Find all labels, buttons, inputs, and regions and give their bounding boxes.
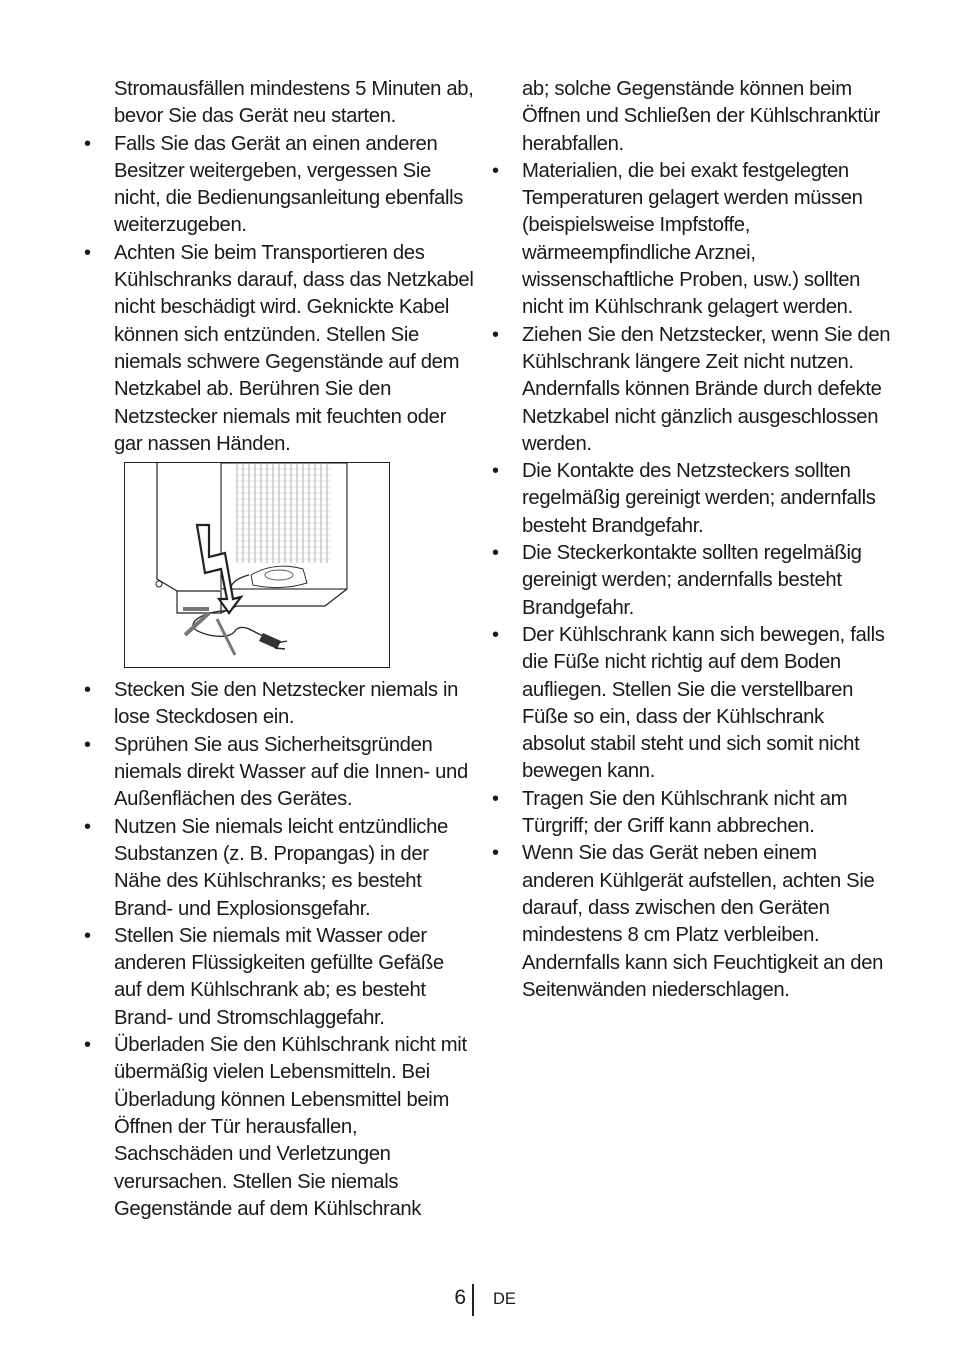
language-code: DE [493,1290,516,1308]
page-footer [0,1284,954,1318]
list-item: • Stecken Sie den Netzstecker niemals in lose Steckdosen ein. [84,677,474,732]
list-item: • Materialien, die bei exakt festgelegten Temperaturen gelagert werden müssen (beispielsweise Impfstoffe, wärmeempfindliche Arznei, wissenschaftliche Proben, usw.) sollten nicht im Kühlschrank gelagert werden. [492,158,892,322]
right-column [492,76,892,1004]
left-column [84,76,474,1223]
right-intro-text: ab; solche Gegenstände können beim Öffnen und Schließen der Kühlschranktür herabfallen. [522,78,881,155]
list-item: • Achten Sie beim Transportieren des Kühlschranks darauf, dass das Netzkabel nicht beschädigt wird. Geknickte Kabel können sich entzünden. Stellen Sie niemals schwere Gegenstände auf dem Netzkabel ab. Berühren Sie den Netzstecker niemals mit feuchten oder gar nassen Händen. [84,240,474,458]
list-item: • Wenn Sie das Gerät neben einem anderen Kühlgerät aufstellen, achten Sie darauf, dass zwischen den Geräten mindestens 8 cm Platz verbleiben. Andernfalls kann sich Feuchtigkeit an den Seitenwänden niederschlagen. [492,840,892,1004]
list-item: • Falls Sie das Gerät an einen anderen Besitzer weitergeben, vergessen Sie nicht, die Bedienungsanleitung ebenfalls weiterzugeben. [84,131,474,240]
list-item: • Die Steckerkontakte sollten regelmäßig gereinigt werden; andernfalls besteht Brandgefahr. [492,540,892,622]
list-item: • Die Kontakte des Netzsteckers sollten regelmäßig gereinigt werden; andernfalls besteht Brandgefahr. [492,458,892,540]
page-number: 6 [454,1286,466,1309]
footer-divider [472,1284,474,1316]
power-cable-warning-figure [124,462,390,668]
list-item: • Sprühen Sie aus Sicherheitsgründen niemals direkt Wasser auf die Innen- und Außenflächen des Gerätes. [84,732,474,814]
refrigerator-power-cable-warning-illustration [125,463,388,666]
list-item: • Überladen Sie den Kühlschrank nicht mit übermäßig vielen Lebensmitteln. Bei Überladung können Lebensmittel beim Öffnen der Tür herausfallen, Sachschäden und Verletzungen verursachen. Stellen Sie niemals Gegenstände auf dem Kühlschrank [84,1032,474,1223]
list-item: • Stellen Sie niemals mit Wasser oder anderen Flüssigkeiten gefüllte Gefäße auf dem Kühlschrank ab; es besteht Brand- und Stromschlaggefahr. [84,923,474,1032]
left-intro-text: Stromausfällen mindestens 5 Minuten ab, bevor Sie das Gerät neu starten. [114,78,474,128]
list-item: • Nutzen Sie niemals leicht entzündliche Substanzen (z. B. Propangas) in der Nähe des Kühlschranks; es besteht Brand- und Explosionsgefahr. [84,814,474,923]
list-item: • Der Kühlschrank kann sich bewegen, falls die Füße nicht richtig auf dem Boden aufliegen. Stellen Sie die verstellbaren Füße so ein, dass der Kühlschrank absolut stabil steht und sich somit nicht bewegen kann. [492,622,892,786]
list-item: • Ziehen Sie den Netzstecker, wenn Sie den Kühlschrank längere Zeit nicht nutzen. Andernfalls können Brände durch defekte Netzkabel nicht gänzlich ausgeschlossen werden. [492,322,892,458]
list-item: • Tragen Sie den Kühlschrank nicht am Türgriff; der Griff kann abbrechen. [492,786,892,841]
